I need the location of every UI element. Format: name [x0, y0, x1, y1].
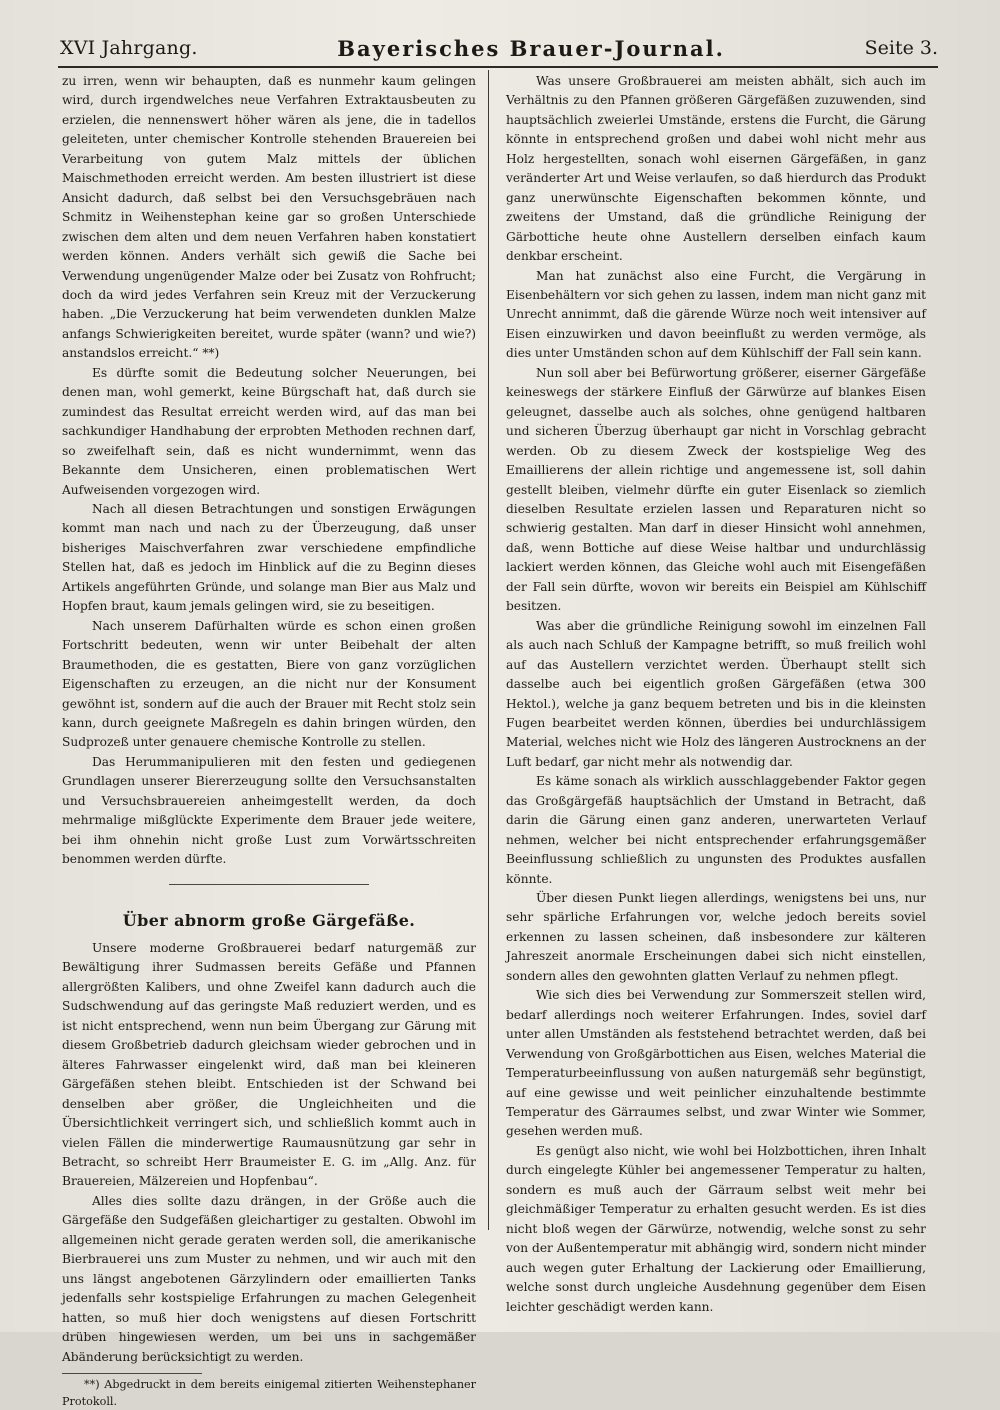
footnote-rule — [62, 1373, 202, 1374]
paragraph: Es dürfte somit die Bedeutung solcher Neuerungen, bei denen man, wohl gemerkt, keine Bürgschaft hat, daß durch sie zumindest das Resultat erreicht werden wird, auf das man bei sachkundiger Handhabung der erprobten Methoden rechnen darf, so zweifelhaft sein, daß es nicht wundernimmt, wenn das Bekannte dem Unsicheren, einen problematischen Wert Aufweisenden vorgezogen wird. — [62, 365, 476, 497]
paragraph: Das Herummanipulieren mit den festen und gediegenen Grundlagen unserer Biererzeugung sollte den Versuchsanstalten und Versuchsbrauereien anheimgestellt werden, da doch mehrmalige mißglückte Experimente dem Brauer jede weitere, bei ihm ohnehin nicht große Lust zum Vorwärtsschreiten benommen werden dürfte. — [62, 754, 476, 867]
paragraph: zu irren, wenn wir behaupten, daß es nunmehr kaum gelingen wird, durch irgendwelches neue Verfahren Extraktausbeuten zu erzielen, die nennenswert höher wären als jene, die in tadellos geleiteten, unter chemischer Kontrolle stehenden Brauereien bei Verarbeitung von gutem Malz mittels der üblichen Maischmethoden erreicht werden. Am besten illustriert ist diese Ansicht dadurch, daß selbst bei den Versuchsgebräuen nach Schmitz in Weihenstephan keine gar so großen Unterschiede zwischen dem alten und dem neuen Verfahren haben konstatiert werden können. Anders verhält sich gewiß die Sache bei Verwendung ungenügender Malze oder bei Zusatz von Rohfrucht; doch da wird jedes Verfahren sein Kreuz mit der Verzuckerung haben. „Die Verzuckerung hat beim verwendeten dunklen Malze anfangs Schwierigkeiten bereitet, wurde später (wann? und wie?) anstandslos erreicht.“ **) — [62, 74, 476, 361]
paragraph: Über diesen Punkt liegen allerdings, wenigstens bei uns, nur sehr spärliche Erfahrungen vor, welche jedoch bereits soviel erkennen zu lassen scheinen, daß insbesondere zur kälteren Jahreszeit anormale Erscheinungen dabei sich nicht einstellen, sondern alles den gewohnten glatten Verlauf zu nehmen pflegt. — [506, 891, 926, 983]
paragraph: Unsere moderne Großbrauerei bedarf naturgemäß zur Bewältigung ihrer Sudmassen bereits Gefäße und Pfannen allergrößten Kalibers, und ohne Zweifel kann dadurch auch die Sudschwendung auf das geringste Maß reduziert werden, und es ist nicht entsprechend, wenn nun beim Übergang zur Gärung mit diesem Großbetrieb dadurch gleichsam wieder gebrochen und in älteres Fahrwasser eingelenkt wird, daß man bei kleineren Gärgefäßen stehen bleibt. Entschieden ist der Schwand bei denselben aber größer, die Ungleichheiten und die Übersichtlichkeit verringert sich, und schließlich kommt auch in vielen Fällen die minderwertige Raumausnützung gar sehr in Betracht, so schreibt Herr Braumeister E. G. im „Allg. Anz. für Brauereien, Mälzereien und Hopfenbau“. — [62, 941, 476, 1189]
column-divider — [488, 70, 489, 1230]
header-rule — [58, 66, 938, 68]
journal-title: Bayerisches Brauer-Journal. — [337, 35, 725, 61]
paragraph: Es genügt also nicht, wie wohl bei Holzbottichen, ihren Inhalt durch eingelegte Kühler bei angemessener Temperatur zu halten, sondern es muß auch der Gärraum selbst weit mehr bei gleichmäßiger Temperatur zu erhalten gesucht werden. Es ist dies nicht bloß wegen der Gärwürze, notwendig, welche sonst zu sehr von der Außentemperatur mit abhängig wird, sondern nicht minder auch wegen guter Erhaltung der Lackierung oder Emaillierung, welche sonst durch ungleiche Ausdehnung gegenüber dem Eisen leichter geschädigt werden kann. — [506, 1143, 926, 1314]
left-column — [62, 72, 476, 1410]
page-header — [60, 32, 938, 64]
paragraph: Man hat zunächst also eine Furcht, die Vergärung in Eisenbehältern vor sich gehen zu lassen, indem man nicht ganz mit Unrecht annimmt, daß die gärende Würze noch weit intensiver auf Eisen einzuwirken und davon beeinflußt zu werden vermöge, als dies unter Umständen schon auf dem Kühlschiff der Fall sein kann. — [506, 268, 926, 361]
volume-label: XVI Jahrgang. — [60, 37, 198, 59]
paragraph: Was aber die gründliche Reinigung sowohl im einzelnen Fall als auch nach Schluß der Kampagne betrifft, so muß freilich wohl auf das Austellern verzichtet werden. Überhaupt stellt sich dasselbe auch bei eigentlich großen Gärgefäßen (etwa 300 Hektol.), welche ja ganz bequem betreten und bis in die kleinsten Fugen bearbeitet werden können, überdies bei undurchlässigem Material, welches nicht wie Holz des längeren Austrocknens an der Luft bedarf, gar nicht mehr als notwendig dar. — [506, 618, 926, 769]
paragraph: Wie sich dies bei Verwendung zur Sommerszeit stellen wird, bedarf allerdings noch weiterer Erfahrungen. Indes, soviel darf unter allen Umständen als feststehend betrachtet werden, daß bei Verwendung von Großgärbottichen aus Eisen, welches Material die Temperaturbeeinflussung von außen naturgemäß sehr begünstigt, auf eine gewisse und weit peinlicher einzuhaltende bestimmte Temperatur des Gärraumes selbst, und zwar Winter wie Sommer, gesehen werden muß. — [506, 988, 926, 1139]
paragraph: Nach all diesen Betrachtungen und sonstigen Erwägungen kommt man nach und nach zu der Überzeugung, daß unser bisheriges Maischverfahren zwar verschiedene empfindliche Stellen hat, daß es jedoch im Hinblick auf die zu Beginn dieses Artikels angeführten Gründe, und solange man Bier aus Malz und Hopfen braut, kaum jemals gelingen wird, sie zu beseitigen. — [62, 501, 476, 614]
page-number: Seite 3. — [864, 37, 938, 59]
section-divider — [169, 884, 369, 885]
paragraph: Was unsere Großbrauerei am meisten abhält, sich auch im Verhältnis zu den Pfannen größeren Gärgefäßen zuzuwenden, sind hauptsächlich zweierlei Umstände, erstens die Furcht, die Gärung könnte in entsprechend großen und dabei wohl nicht mehr aus Holz hergestellten, sonach wohl eisernen Gärgefäßen, in ganz veränderter Art und Weise verlaufen, so daß hierdurch das Produkt ganz unerwünschte Eigenschaften bekommen könnte, und zweitens der Umstand, daß die gründliche Reinigung der Gärbottiche heute ohne Austellern derselben einfach kaum denkbar erscheint. — [506, 74, 926, 264]
paragraph: Es käme sonach als wirklich ausschlaggebender Faktor gegen das Großgärgefäß hauptsächlich der Umstand in Betracht, daß darin die Gärung einen ganz anderen, unerwarteten Verlauf nehmen, welcher bei nicht entsprechender erfahrungsgemäßer Beeinflussung schließlich zu ungunsten des Produktes ausfallen könnte. — [506, 774, 926, 886]
footnote — [62, 1376, 476, 1410]
footnote-text: **) Abgedruckt in dem bereits einigemal zitierten Weihenstephaner Protokoll. — [62, 1378, 476, 1408]
paragraph: Nun soll aber bei Befürwortung größerer, eiserner Gärgefäße keineswegs der stärkere Einfluß der Gärwürze auf blankes Eisen geleugnet, dasselbe auch als solches, ohne genügend haltbaren und sicheren Überzug überhaupt gar nicht in Vorschlag gebracht werden. Ob zu diesem Zweck der kostspielige Weg des Emaillierens der allein richtige und angemessene ist, soll dahin gestellt bleiben, vielmehr dürfte ein guter Eisenlack so ziemlich dieselben Resultate erzielen lassen und Reparaturen nicht so schwierig gestalten. Man darf in dieser Hinsicht wohl annehmen, daß, wenn Bottiche auf diese Weise haltbar und undurchlässig lackiert werden können, das Gleiche wohl auch mit Eisengefäßen der Fall sein dürfte, wovon wir bereits ein Beispiel am Kühlschiff besitzen. — [506, 365, 926, 614]
article-title: Über abnorm große Gärgefäße. — [122, 910, 416, 930]
paragraph: Alles dies sollte dazu drängen, in der Größe auch die Gärgefäße den Sudgefäßen gleichartiger zu gestalten. Obwohl im allgemeinen nicht gerade geraten werden soll, die amerikanische Bierbrauerei uns zum Muster zu nehmen, und wir auch mit den uns längst angebotenen Gärzylindern oder emaillierten Tanks jedenfalls sehr kostspielige Erfahrungen zu machen Gelegenheit hatten, so muß hier doch wenigstens auf diesen Fortschritt drüben hingewiesen werden, um bei uns in sachgemäßer Abänderung berücksichtigt zu werden. — [62, 1193, 476, 1364]
paragraph: Nach unserem Dafürhalten würde es schon einen großen Fortschritt bedeuten, wenn wir unter Beibehalt der alten Braumethoden, die es gestatten, Biere von ganz vorzüglichen Eigenschaften zu erzeugen, an die nicht nur der Konsument gewöhnt ist, sondern auf die auch der Brauer mit Recht stolz sein kann, durch geeignete Maßregeln es dahin bringen würden, den Sudprozeß unter genauere chemische Kontrolle zu stellen. — [62, 618, 476, 750]
right-column — [506, 72, 926, 1317]
